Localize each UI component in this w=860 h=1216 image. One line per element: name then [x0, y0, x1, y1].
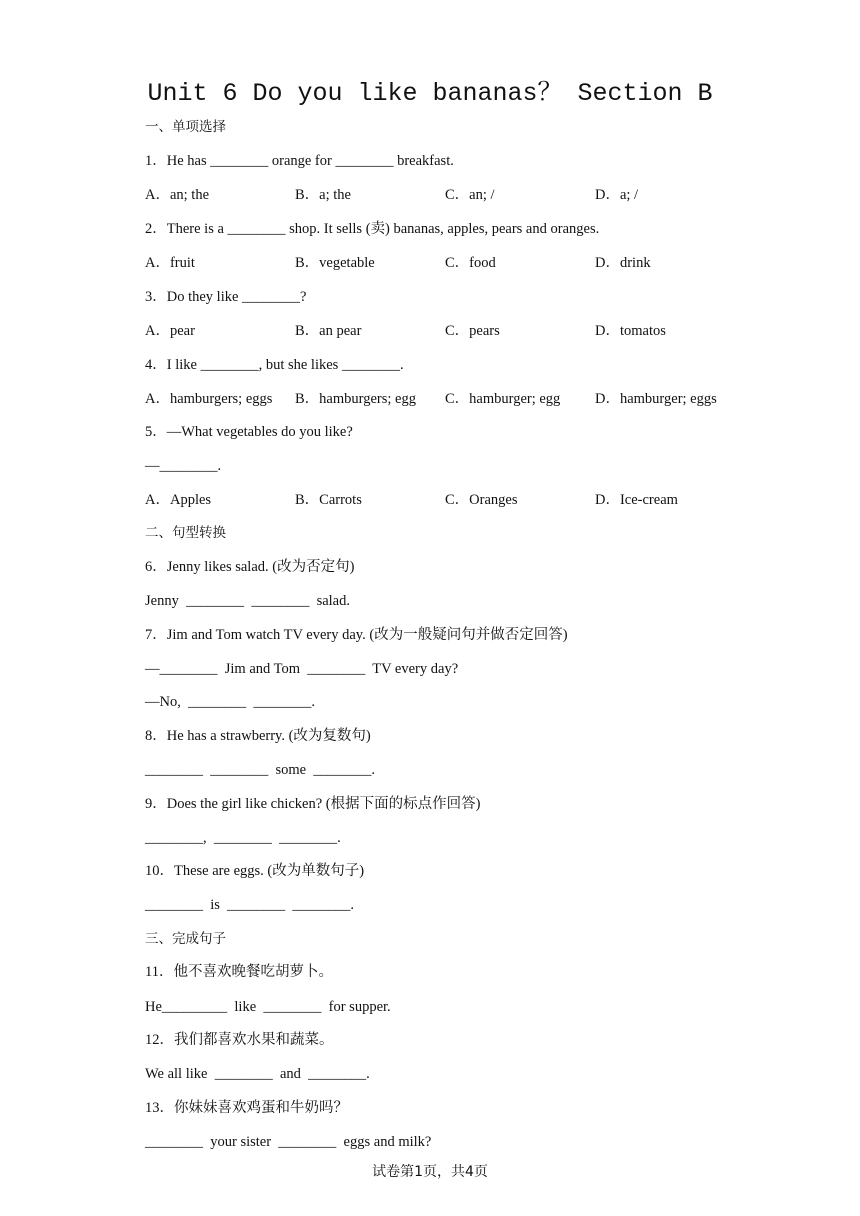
- q10-answer-line: ________ is ________ ________.: [145, 897, 355, 913]
- q7-answer-line-2: —No, ________ ________.: [145, 694, 315, 710]
- q2-option-b: B．vegetable: [295, 255, 375, 271]
- question-8: 8．He has a strawberry. (改为复数句): [145, 728, 371, 744]
- q5-option-d: D．Ice-cream: [595, 492, 678, 508]
- q9-answer-line: ________, ________ ________.: [145, 830, 341, 846]
- q5-option-b: B．Carrots: [295, 492, 362, 508]
- q2-option-d: D．drink: [595, 255, 651, 271]
- page-footer: 试卷第1页，共4页: [372, 1164, 488, 1180]
- q4-option-c: C．hamburger; egg: [445, 391, 561, 407]
- q5-response-line: —________.: [145, 458, 222, 474]
- q1-option-b: B．a; the: [295, 187, 351, 203]
- question-1: 1．He has ________ orange for ________ breakfast.: [145, 153, 454, 169]
- q2-option-c: C．food: [445, 255, 496, 271]
- section-heading-sentence-transformation: 二、句型转换: [145, 525, 226, 541]
- page-title: Unit 6 Do you like bananas？ Section B: [147, 79, 713, 108]
- question-9: 9．Does the girl like chicken? (根据下面的标点作回答): [145, 796, 481, 812]
- q3-option-d: D．tomatos: [595, 323, 666, 339]
- q3-option-c: C．pears: [445, 323, 500, 339]
- q5-option-a: A．Apples: [145, 492, 212, 508]
- q7-answer-line-1: —________ Jim and Tom ________ TV every day?: [145, 661, 459, 677]
- q3-option-a: A．pear: [145, 323, 195, 339]
- section-heading-multiple-choice: 一、单项选择: [145, 119, 226, 135]
- question-13: 13．你妹妹喜欢鸡蛋和牛奶吗？: [145, 1100, 348, 1116]
- q5-option-c: C．Oranges: [445, 492, 518, 508]
- question-2: 2．There is a ________ shop. It sells (卖) bananas, apples, pears and oranges.: [145, 221, 600, 237]
- q4-option-b: B．hamburgers; egg: [295, 391, 416, 407]
- q2-option-a: A．fruit: [145, 255, 195, 271]
- question-5: 5．—What vegetables do you like?: [145, 424, 353, 440]
- q1-option-c: C．an; /: [445, 187, 495, 203]
- section-heading-complete-sentences: 三、完成句子: [145, 931, 226, 947]
- q1-option-a: A．an; the: [145, 187, 210, 203]
- question-11: 11．他不喜欢晚餐吃胡萝卜。: [145, 964, 333, 980]
- q13-answer-line: ________ your sister ________ eggs and milk?: [145, 1134, 432, 1150]
- q4-option-d: D．hamburger; eggs: [595, 391, 717, 407]
- q8-answer-line: ________ ________ some ________.: [145, 762, 375, 778]
- q1-option-d: D．a; /: [595, 187, 639, 203]
- q4-option-a: A．hamburgers; eggs: [145, 391, 273, 407]
- q3-option-b: B．an pear: [295, 323, 362, 339]
- q12-answer-line: We all like ________ and ________.: [145, 1066, 370, 1082]
- q6-answer-line: Jenny ________ ________ salad.: [145, 593, 350, 609]
- question-12: 12．我们都喜欢水果和蔬菜。: [145, 1032, 334, 1048]
- question-3: 3．Do they like ________?: [145, 289, 307, 305]
- question-10: 10．These are eggs. (改为单数句子): [145, 863, 365, 879]
- question-6: 6．Jenny likes salad. (改为否定句): [145, 559, 355, 575]
- question-4: 4．I like ________, but she likes ________.: [145, 357, 404, 373]
- question-7: 7．Jim and Tom watch TV every day. (改为一般疑问句并做否定回答): [145, 627, 568, 643]
- q11-answer-line: He_________ like ________ for supper.: [145, 999, 391, 1015]
